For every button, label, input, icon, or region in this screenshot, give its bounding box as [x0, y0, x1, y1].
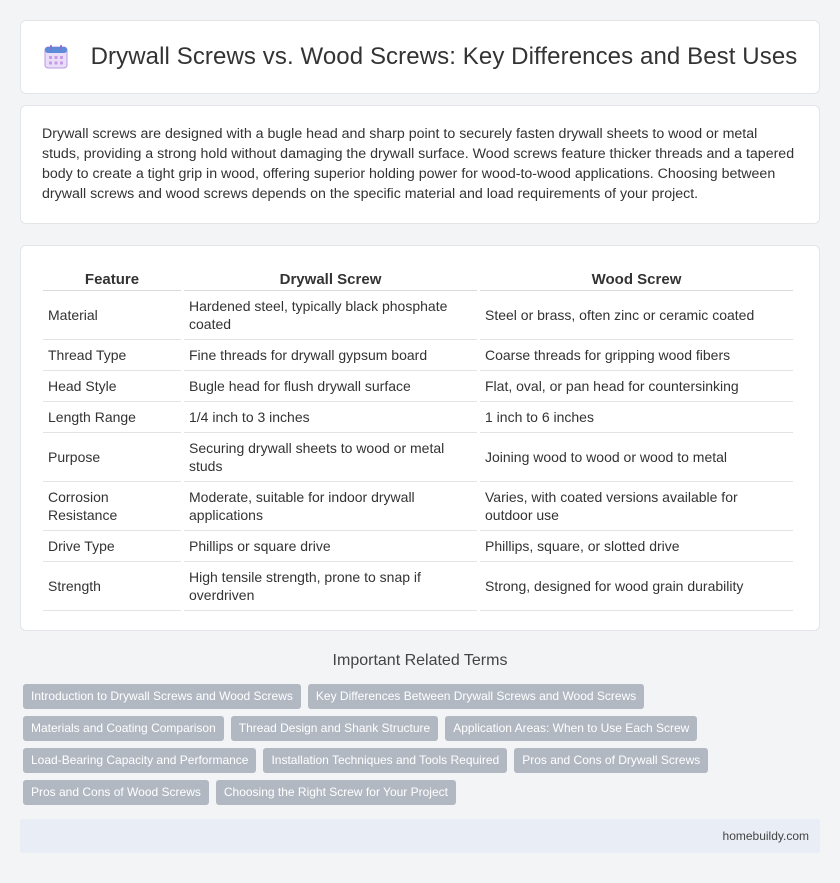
table-cell: Purpose — [43, 433, 181, 482]
table-cell: Strength — [43, 562, 181, 611]
table-cell: 1/4 inch to 3 inches — [184, 402, 477, 433]
table-cell: Strong, designed for wood grain durability — [480, 562, 793, 611]
intro-card — [20, 105, 820, 224]
table-cell: Steel or brass, often zinc or ceramic coated — [480, 291, 793, 340]
related-term-tag[interactable]: Load-Bearing Capacity and Performance — [23, 748, 256, 773]
table-cell: Length Range — [43, 402, 181, 433]
header-feature: Feature — [43, 264, 181, 291]
table-row — [43, 531, 793, 562]
table-cell: Thread Type — [43, 340, 181, 371]
table-cell: Drive Type — [43, 531, 181, 562]
related-term-tag[interactable]: Installation Techniques and Tools Required — [263, 748, 507, 773]
table-cell: Varies, with coated versions available for outdoor use — [480, 482, 793, 531]
table-row — [43, 371, 793, 402]
table-cell: High tensile strength, prone to snap if overdriven — [184, 562, 477, 611]
comparison-table — [40, 264, 796, 611]
table-cell: Moderate, suitable for indoor drywall applications — [184, 482, 477, 531]
table-cell: Material — [43, 291, 181, 340]
related-term-tag[interactable]: Introduction to Drywall Screws and Wood Screws — [23, 684, 301, 709]
table-cell: Fine threads for drywall gypsum board — [184, 340, 477, 371]
table-row — [43, 482, 793, 531]
table-cell: Head Style — [43, 371, 181, 402]
table-cell: 1 inch to 6 inches — [480, 402, 793, 433]
table-row — [43, 402, 793, 433]
related-term-tag[interactable]: Materials and Coating Comparison — [23, 716, 224, 741]
related-terms-list — [23, 684, 823, 812]
related-terms-title: Important Related Terms — [332, 652, 508, 669]
related-term-tag[interactable]: Thread Design and Shank Structure — [231, 716, 438, 741]
related-term-tag[interactable]: Application Areas: When to Use Each Screw — [445, 716, 697, 741]
page-title: Drywall Screws vs. Wood Screws: Key Differences and Best Uses — [90, 43, 798, 70]
table-cell: Hardened steel, typically black phosphate coated — [184, 291, 477, 340]
table-row — [43, 562, 793, 611]
intro-paragraph: Drywall screws are designed with a bugle head and sharp point to securely fasten drywall sheets to wood or metal studs, providing a strong hold without damaging the drywall surface. Wood screws feature thicker threads and a tapered body to create a tight grip in wood, offering superior holding power for wood-to-wood applications. Choosing between drywall screws and wood screws depends on the specific material and load requirements of your project. — [42, 126, 795, 202]
table-row — [43, 291, 793, 340]
table-cell: Coarse threads for gripping wood fibers — [480, 340, 793, 371]
related-term-tag[interactable]: Key Differences Between Drywall Screws and Wood Screws — [308, 684, 644, 709]
related-term-tag[interactable]: Pros and Cons of Wood Screws — [23, 780, 209, 805]
header-drywall-screw: Drywall Screw — [184, 264, 477, 291]
table-cell: Bugle head for flush drywall surface — [184, 371, 477, 402]
table-cell: Corrosion Resistance — [43, 482, 181, 531]
table-row — [43, 433, 793, 482]
comparison-table-card — [20, 245, 820, 631]
table-cell: Flat, oval, or pan head for countersinking — [480, 371, 793, 402]
table-cell: Phillips, square, or slotted drive — [480, 531, 793, 562]
table-cell: Phillips or square drive — [184, 531, 477, 562]
footer — [20, 819, 820, 853]
table-row — [43, 340, 793, 371]
footer-site-link[interactable]: homebuildy.com — [722, 829, 809, 843]
table-header-row — [43, 264, 793, 291]
calendar-icon — [43, 44, 69, 70]
related-term-tag[interactable]: Pros and Cons of Drywall Screws — [514, 748, 708, 773]
header-card — [20, 20, 820, 94]
header-wood-screw: Wood Screw — [480, 264, 793, 291]
table-cell: Joining wood to wood or wood to metal — [480, 433, 793, 482]
table-cell: Securing drywall sheets to wood or metal studs — [184, 433, 477, 482]
related-term-tag[interactable]: Choosing the Right Screw for Your Project — [216, 780, 456, 805]
